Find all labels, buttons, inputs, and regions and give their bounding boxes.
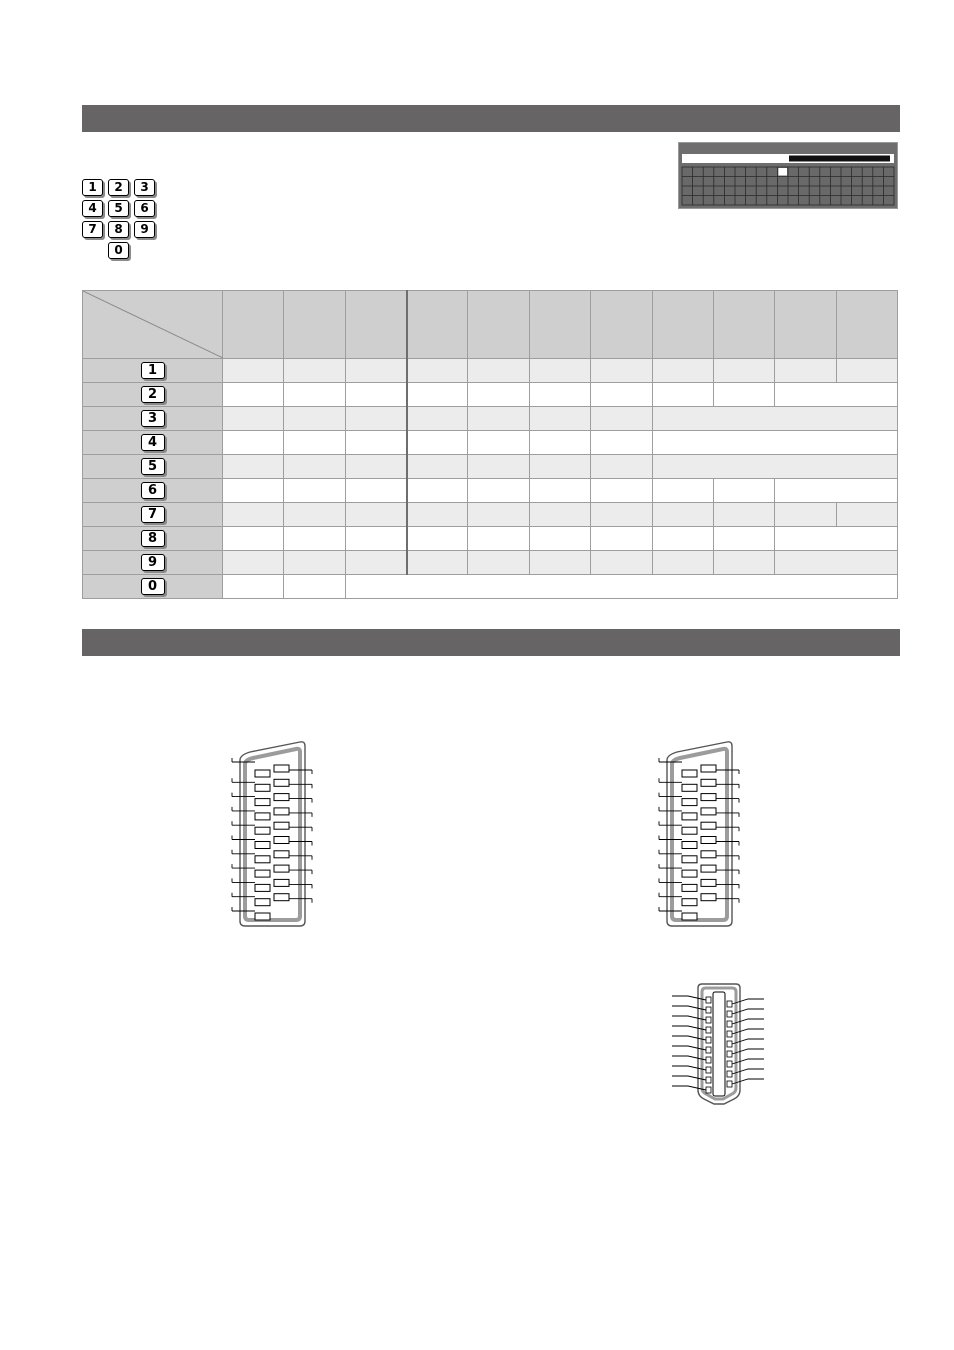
table-cell <box>652 479 713 503</box>
table-cell <box>775 383 898 407</box>
table-cell <box>529 431 590 455</box>
key-8-icon: 8 <box>141 530 165 547</box>
column-header <box>713 291 774 359</box>
key-9-icon: 9 <box>134 221 155 238</box>
scart-connector-icon <box>655 738 745 930</box>
character-table <box>82 290 898 599</box>
table-cell <box>223 359 284 383</box>
table-cell <box>591 383 652 407</box>
table-cell <box>591 359 652 383</box>
table-cell <box>652 407 897 431</box>
table-cell <box>284 431 345 455</box>
table-cell <box>529 479 590 503</box>
name-entry-screen-preview <box>678 142 898 209</box>
column-header <box>652 291 713 359</box>
key-7-icon: 7 <box>141 506 165 523</box>
key-3-icon: 3 <box>134 179 155 196</box>
column-header <box>345 291 406 359</box>
key-2-icon: 2 <box>141 386 165 403</box>
hdmi-connector-icon <box>668 972 768 1112</box>
table-cell <box>223 575 284 599</box>
table-cell <box>713 383 774 407</box>
char-grid-icon <box>679 143 897 208</box>
table-row <box>83 575 898 599</box>
table-cell <box>407 431 468 455</box>
table-cell <box>652 527 713 551</box>
table-cell <box>345 551 406 575</box>
key-6-icon: 6 <box>141 482 165 499</box>
table-cell <box>223 551 284 575</box>
row-key-cell <box>83 431 223 455</box>
table-cell <box>284 455 345 479</box>
table-cell <box>223 479 284 503</box>
table-cell <box>713 503 774 527</box>
table-cell <box>591 431 652 455</box>
table-cell <box>652 383 713 407</box>
table-cell <box>468 359 529 383</box>
column-header <box>529 291 590 359</box>
table-cell <box>284 479 345 503</box>
table-row <box>83 551 898 575</box>
key-5-icon: 5 <box>108 200 129 217</box>
table-cell <box>529 503 590 527</box>
key-8-icon: 8 <box>108 221 129 238</box>
table-cell <box>652 551 713 575</box>
table-row <box>83 359 898 383</box>
table-cell <box>345 383 406 407</box>
numeric-keypad-illustration <box>82 179 162 261</box>
column-header <box>407 291 468 359</box>
key-6-icon: 6 <box>134 200 155 217</box>
key-7-icon: 7 <box>82 221 103 238</box>
row-key-cell <box>83 455 223 479</box>
table-cell <box>345 527 406 551</box>
key-1-icon: 1 <box>82 179 103 196</box>
key-3-icon: 3 <box>141 410 165 427</box>
scart-connector-icon <box>228 738 318 930</box>
column-header <box>223 291 284 359</box>
table-cell <box>775 551 898 575</box>
key-4-icon: 4 <box>141 434 165 451</box>
column-header <box>284 291 345 359</box>
table-cell <box>468 503 529 527</box>
column-header <box>836 291 897 359</box>
table-cell <box>284 527 345 551</box>
table-cell <box>345 575 897 599</box>
table-cell <box>591 551 652 575</box>
table-cell <box>713 479 774 503</box>
table-cell <box>284 359 345 383</box>
table-cell <box>529 359 590 383</box>
table-cell <box>836 503 897 527</box>
row-key-cell <box>83 575 223 599</box>
table-cell <box>713 551 774 575</box>
table-cell <box>652 359 713 383</box>
table-cell <box>407 479 468 503</box>
table-cell <box>775 503 836 527</box>
table-cell <box>652 431 897 455</box>
table-cell <box>345 359 406 383</box>
key-5-icon: 5 <box>141 458 165 475</box>
row-key-cell <box>83 359 223 383</box>
table-cell <box>468 479 529 503</box>
table-row <box>83 455 898 479</box>
table-cell <box>407 503 468 527</box>
table-cell <box>529 407 590 431</box>
table-cell <box>591 503 652 527</box>
column-header <box>775 291 836 359</box>
table-cell <box>407 383 468 407</box>
table-cell <box>223 503 284 527</box>
table-cell <box>407 359 468 383</box>
table-cell <box>713 527 774 551</box>
row-key-cell <box>83 503 223 527</box>
table-cell <box>775 527 898 551</box>
section-header-bar <box>82 629 900 656</box>
table-cell <box>345 455 406 479</box>
key-0-icon: 0 <box>141 578 165 595</box>
table-cell <box>591 479 652 503</box>
table-row <box>83 431 898 455</box>
table-row <box>83 527 898 551</box>
table-cell <box>529 527 590 551</box>
table-row <box>83 407 898 431</box>
table-cell <box>591 407 652 431</box>
key-0-icon: 0 <box>108 242 129 259</box>
row-key-cell <box>83 551 223 575</box>
table-cell <box>529 551 590 575</box>
table-cell <box>223 455 284 479</box>
key-4-icon: 4 <box>82 200 103 217</box>
table-cell <box>836 359 897 383</box>
table-cell <box>468 551 529 575</box>
key-2-icon: 2 <box>108 179 129 196</box>
table-cell <box>284 407 345 431</box>
table-cell <box>468 407 529 431</box>
table-cell <box>345 503 406 527</box>
header-corner-cell <box>83 291 223 359</box>
table-cell <box>407 527 468 551</box>
table-cell <box>345 431 406 455</box>
table-cell <box>591 455 652 479</box>
column-header <box>591 291 652 359</box>
table-cell <box>223 431 284 455</box>
table-cell <box>284 551 345 575</box>
table-cell <box>652 503 713 527</box>
table-cell <box>407 407 468 431</box>
table-cell <box>591 527 652 551</box>
table-cell <box>284 503 345 527</box>
table-cell <box>468 455 529 479</box>
section-header-bar <box>82 105 900 132</box>
table-cell <box>407 455 468 479</box>
table-cell <box>713 359 774 383</box>
row-key-cell <box>83 383 223 407</box>
table-cell <box>468 383 529 407</box>
table-cell <box>529 383 590 407</box>
table-cell <box>652 455 897 479</box>
table-cell <box>284 383 345 407</box>
table-cell <box>529 455 590 479</box>
table-cell <box>284 575 345 599</box>
table-cell <box>345 479 406 503</box>
table-cell <box>775 479 898 503</box>
table-cell <box>775 359 836 383</box>
table-cell <box>468 527 529 551</box>
table-cell <box>468 431 529 455</box>
table-header-row <box>83 291 898 359</box>
table-row <box>83 479 898 503</box>
table-row <box>83 503 898 527</box>
table-cell <box>223 383 284 407</box>
diagonal-line-icon <box>83 291 223 358</box>
table-cell <box>223 527 284 551</box>
table-cell <box>345 407 406 431</box>
table-row <box>83 383 898 407</box>
row-key-cell <box>83 407 223 431</box>
row-key-cell <box>83 527 223 551</box>
column-header <box>468 291 529 359</box>
table-cell <box>223 407 284 431</box>
row-key-cell <box>83 479 223 503</box>
key-1-icon: 1 <box>141 362 165 379</box>
key-9-icon: 9 <box>141 554 165 571</box>
table-cell <box>407 551 468 575</box>
